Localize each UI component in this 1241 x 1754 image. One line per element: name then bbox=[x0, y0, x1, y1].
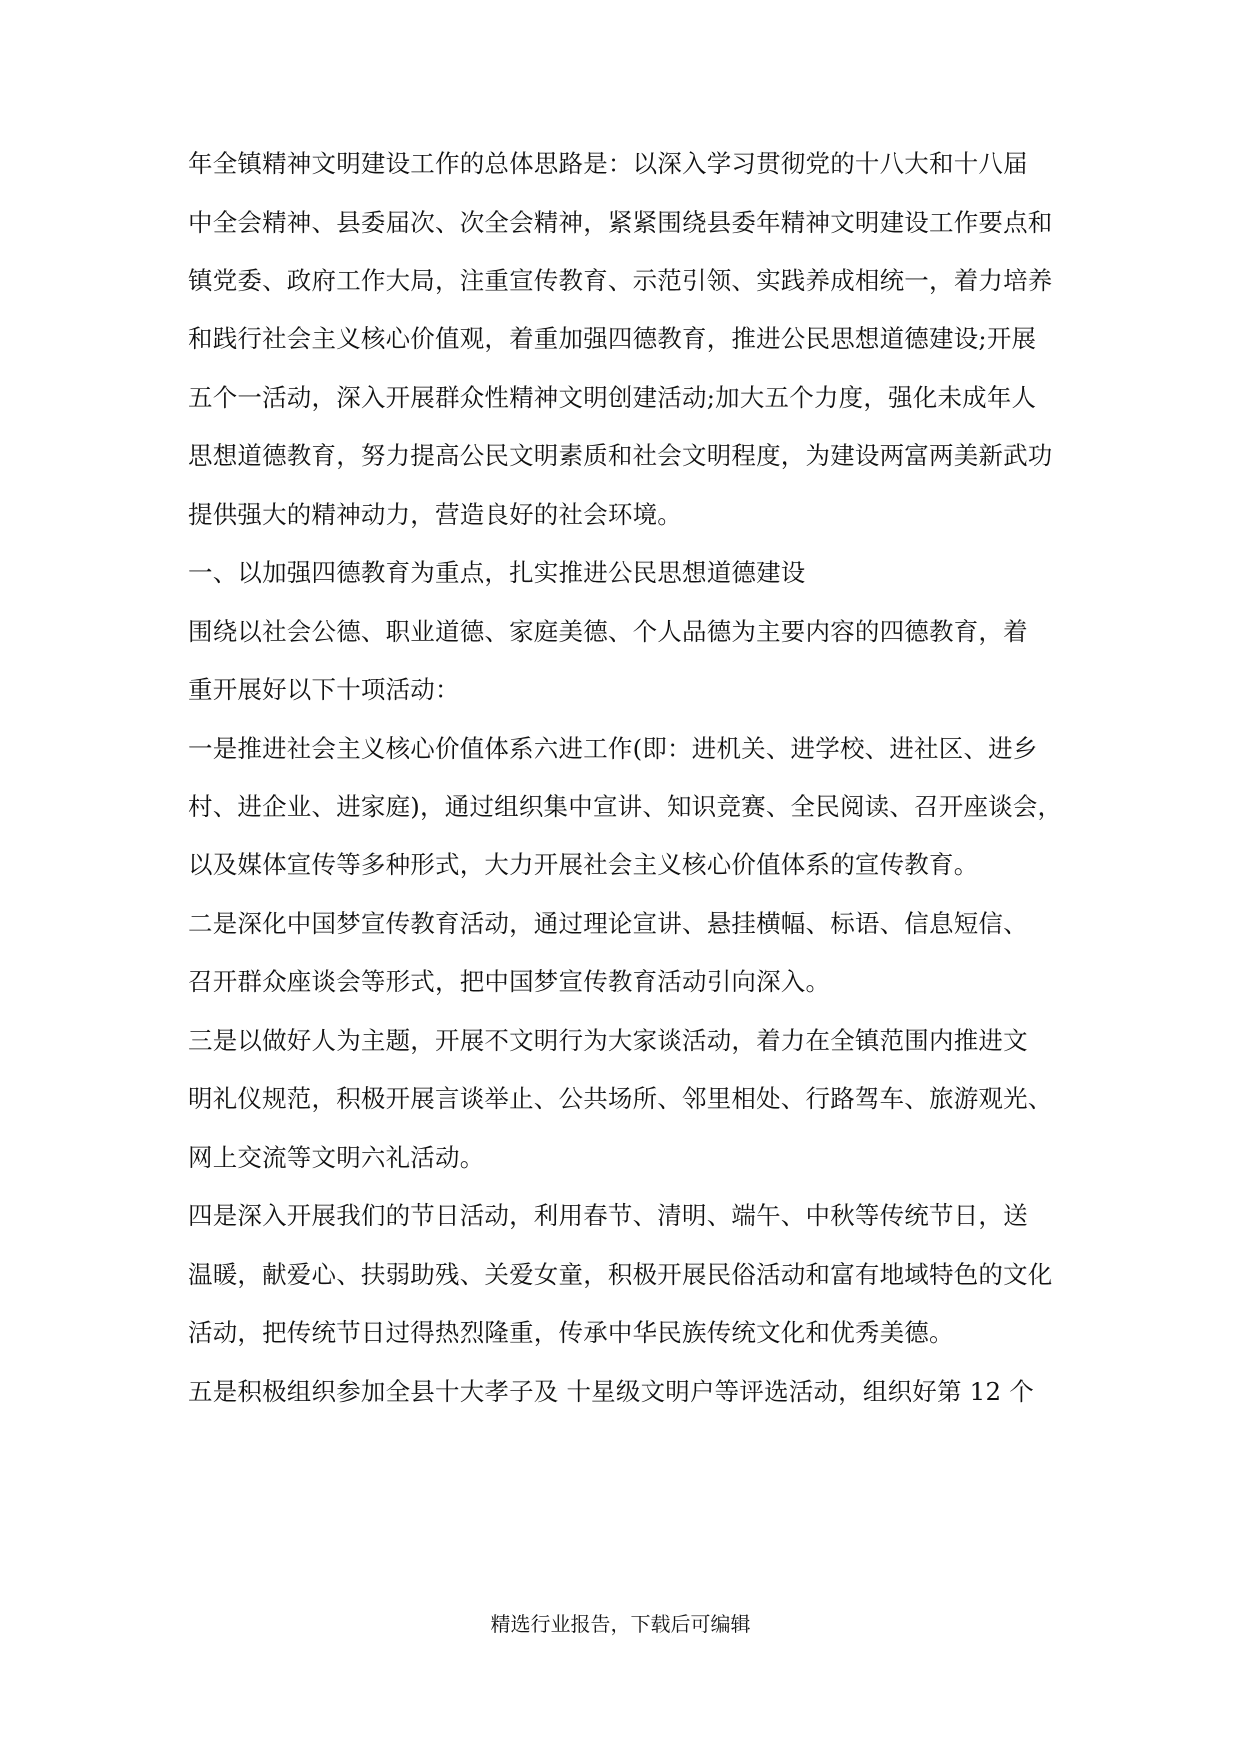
text-line: 一是推进社会主义核心价值体系六进工作(即：进机关、进学校、进社区、进乡 bbox=[188, 734, 1038, 763]
text-line: 提供强大的精神动力，营造良好的社会环境。 bbox=[188, 500, 682, 529]
text-line: 年全镇精神文明建设工作的总体思路是：以深入学习贯彻党的十八大和十八届 bbox=[188, 149, 1028, 178]
text-line: 以及媒体宣传等多种形式，大力开展社会主义核心价值体系的宣传教育。 bbox=[188, 850, 979, 879]
text-line: 召开群众座谈会等形式，把中国梦宣传教育活动引向深入。 bbox=[188, 967, 831, 996]
text-line: 思想道德教育，努力提高公民文明素质和社会文明程度，为建设两富两美新武功 bbox=[188, 441, 1053, 470]
text-line: 围绕以社会公德、职业道德、家庭美德、个人品德为主要内容的四德教育，着 bbox=[188, 617, 1028, 646]
text-line: 温暖，献爱心、扶弱助残、关爱女童，积极开展民俗活动和富有地域特色的文化 bbox=[188, 1260, 1053, 1289]
text-line: 中全会精神、县委届次、次全会精神，紧紧围绕县委年精神文明建设工作要点和 bbox=[188, 208, 1053, 237]
text-line: 二是深化中国梦宣传教育活动，通过理论宣讲、悬挂横幅、标语、信息短信、 bbox=[188, 909, 1028, 938]
text-line: 五个一活动，深入开展群众性精神文明创建活动;加大五个力度，强化未成年人 bbox=[188, 383, 1037, 412]
text-line: 活动，把传统节日过得热烈隆重，传承中华民族传统文化和优秀美德。 bbox=[188, 1318, 954, 1347]
text-line: 网上交流等文明六礼活动。 bbox=[188, 1143, 485, 1172]
text-line: 三是以做好人为主题，开展不文明行为大家谈活动，着力在全镇范围内推进文 bbox=[188, 1026, 1028, 1055]
section-heading: 一、以加强四德教育为重点，扎实推进公民思想道德建设 bbox=[188, 558, 806, 587]
text-line: 四是深入开展我们的节日活动，利用春节、清明、端午、中秋等传统节日，送 bbox=[188, 1201, 1028, 1230]
text-line: 五是积极组织参加全县十大孝子及 十星级文明户等评选活动，组织好第 12 个 bbox=[188, 1377, 1034, 1406]
text-line: 村、进企业、进家庭)，通过组织集中宣讲、知识竞赛、全民阅读、召开座谈会， bbox=[188, 792, 1063, 821]
page-footer: 精选行业报告，下载后可编辑 bbox=[490, 1612, 751, 1636]
text-line: 重开展好以下十项活动： bbox=[188, 675, 460, 704]
text-line: 和践行社会主义核心价值观，着重加强四德教育，推进公民思想道德建设;开展 bbox=[188, 324, 1037, 353]
text-line: 明礼仪规范，积极开展言谈举止、公共场所、邻里相处、行路驾车、旅游观光、 bbox=[188, 1084, 1053, 1113]
text-line: 镇党委、政府工作大局，注重宣传教育、示范引领、实践养成相统一，着力培养 bbox=[188, 266, 1053, 295]
